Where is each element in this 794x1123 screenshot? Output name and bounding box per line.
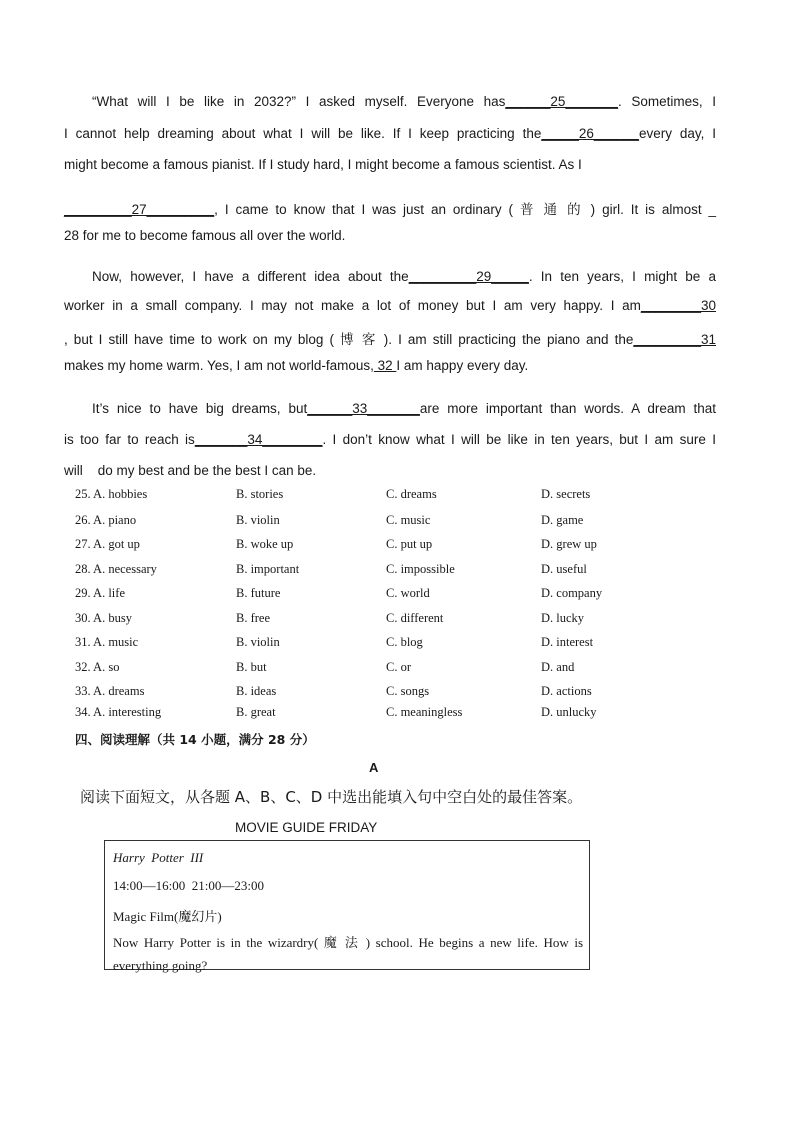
movie-description: Now Harry Potter is in the wizardry( 魔 法 ) school. He begins a new life. How is everything going? [113,935,583,973]
part-label: A [369,760,379,775]
option-row-34: 34. A. interesting B. great C. meaningless D. unlucky [75,705,597,719]
blank-27: _________27_________ [64,202,215,217]
option-row-29: 29. A. life B. future C. world D. company [75,586,603,600]
p1-line-5: 28 for me to become famous all over the world. [64,228,346,243]
blank-26: _____26______ [541,126,639,141]
movie-title: Harry Potter III [113,850,204,865]
movie-guide-box [104,840,590,973]
p1-line-2: I cannot help dreaming about what I will be like. If I keep practicing the_____26______every day, I [64,126,716,141]
blank-29: _________29_____ [408,269,529,284]
option-row-30: 30. A. busy B. free C. different D. lucky [75,611,585,625]
p3-line-1: It’s nice to have big dreams, but______33_______are more important than words. A dream that [92,401,717,416]
section-heading: 四、阅读理解（共 14 小题，满分 28 分） [75,732,315,747]
p1-line-3: might become a famous pianist. If I study hard, I might become a famous scientist. As I [64,157,582,172]
p1-line-1: “What will I be like in 2032?” I asked myself. Everyone has______25_______. Sometimes, I [92,94,716,109]
p2-line-4: makes my home warm. Yes, I am not world-famous, 32 I am happy every day. [64,358,529,373]
movie-genre: Magic Film(魔幻片) [113,909,222,924]
option-row-31: 31. A. music B. violin C. blog D. interest [75,635,594,649]
option-row-28: 28. A. necessary B. important C. impossible D. useful [75,562,587,576]
option-row-33: 33. A. dreams B. ideas C. songs D. actions [75,684,592,698]
option-row-32: 32. A. so B. but C. or D. and [75,660,575,674]
blank-32: 32 [373,358,397,373]
blank-31: _________31 [633,332,716,347]
movie-guide-title: MOVIE GUIDE FRIDAY [235,820,378,835]
option-row-26: 26. A. piano B. violin C. music D. game [75,513,584,527]
option-row-27: 27. A. got up B. woke up C. put up D. grew up [75,537,597,551]
p3-line-2: is too far to reach is_______34________. I don’t know what I will be like in ten years, but I am sure I [64,432,716,447]
p1-line-4: _________27_________, I came to know that I was just an ordinary ( 普 通 的 ) girl. It is almost _ [64,202,716,217]
option-row-25: 25. A. hobbies B. stories C. dreams D. secrets [75,487,591,501]
blank-25: ______25_______ [505,94,618,109]
blank-30: ________30 [640,298,716,313]
instruction-text: 阅读下面短文，从各题 A、B、C、D 中选出能填入句中空白处的最佳答案。 [80,788,583,806]
p2-line-2: worker in a small company. I may not make a lot of money but I am very happy. I am________30 [64,298,716,313]
p3-line-3: will do my best and be the best I can be. [64,463,317,478]
p2-line-1: Now, however, I have a different idea about the_________29_____. In ten years, I might be a [92,269,716,284]
p2-line-3: , but I still have time to work on my blog ( 博 客 ). I am still practicing the piano and the_________31 [64,332,716,347]
movie-times: 14:00—16:00 21:00—23:00 [113,878,264,893]
blank-33: ______33_______ [307,401,420,416]
blank-34: _______34________ [194,432,323,447]
